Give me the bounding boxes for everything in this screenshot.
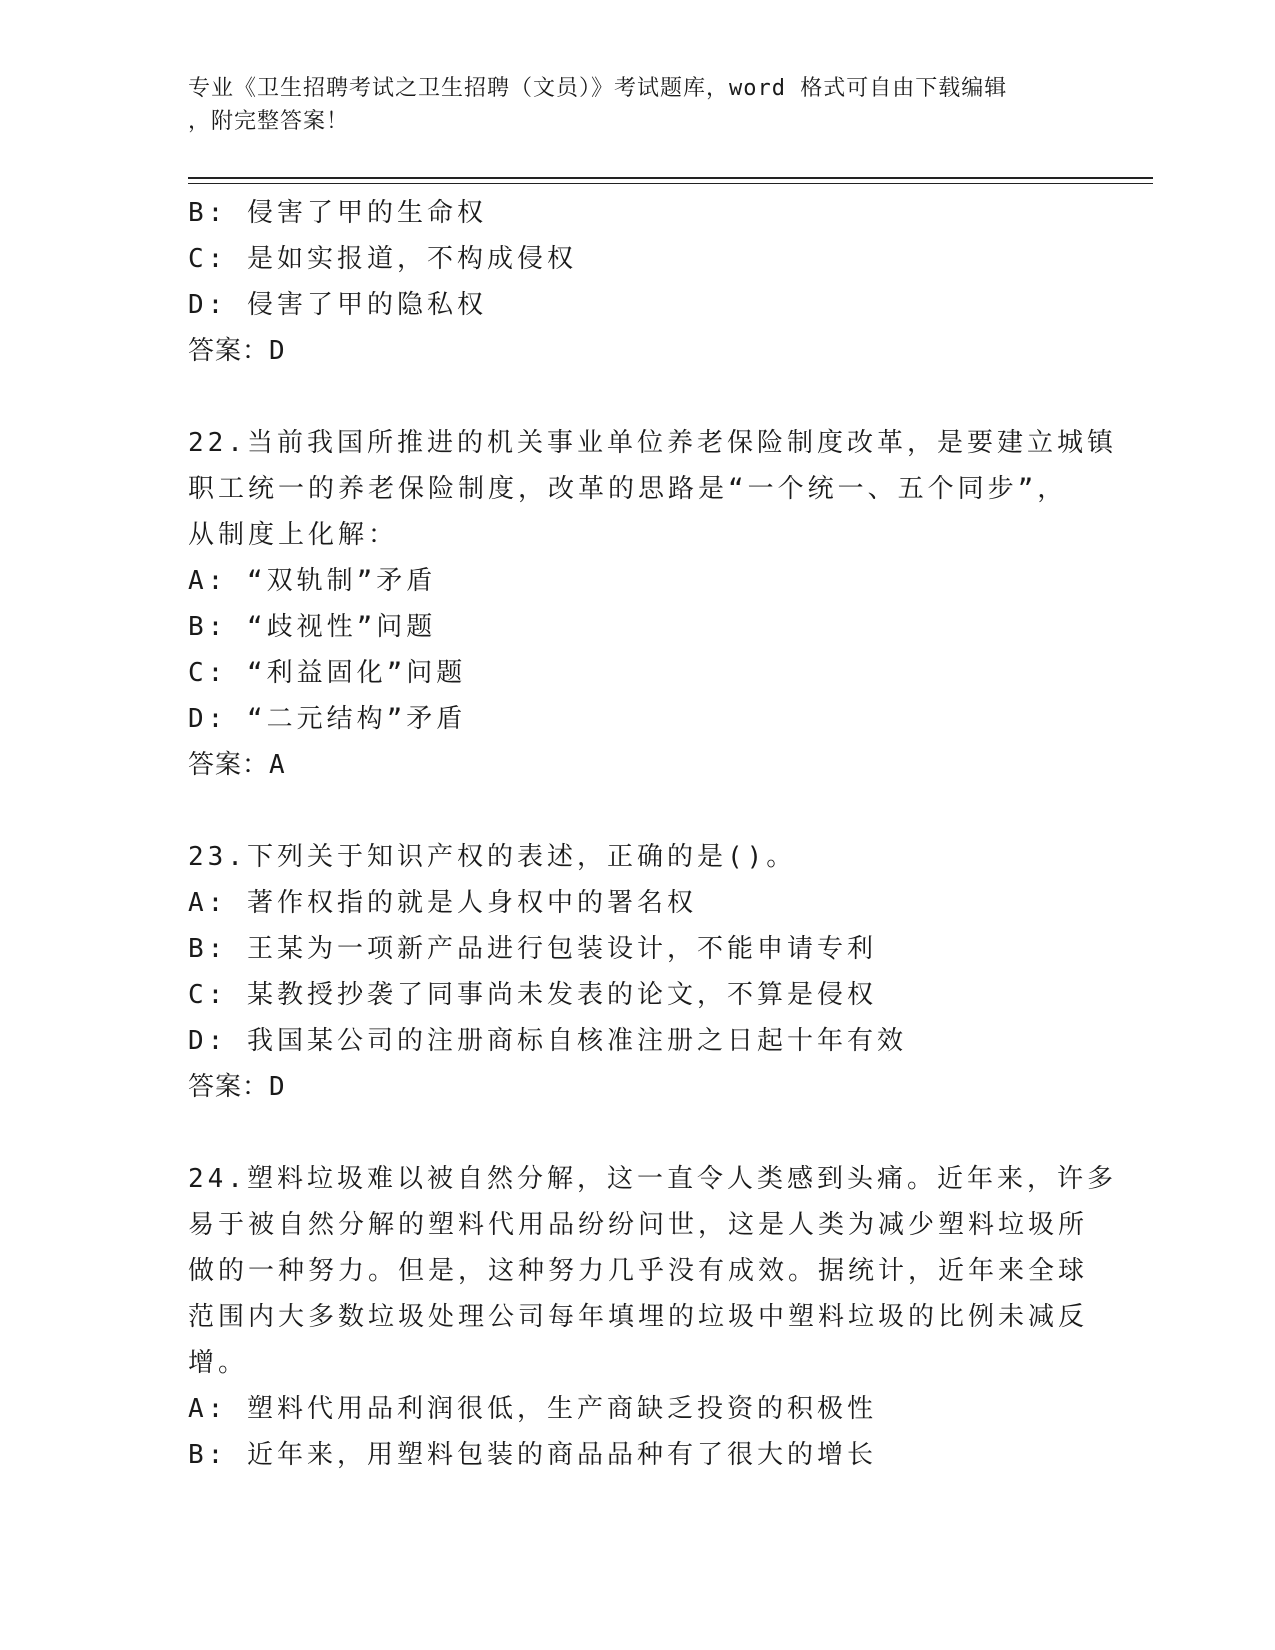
question-22 bbox=[188, 420, 1117, 788]
answer-line: 答案：A bbox=[188, 750, 286, 780]
option-a: A: 著作权指的就是人身权中的署名权 bbox=[188, 888, 697, 918]
option-a: A: “双轨制”矛盾 bbox=[188, 566, 437, 596]
option-a: A: 塑料代用品利润很低，生产商缺乏投资的积极性 bbox=[188, 1394, 877, 1424]
option-d: D: 我国某公司的注册商标自核准注册之日起十年有效 bbox=[188, 1026, 907, 1056]
option-b: B: 侵害了甲的生命权 bbox=[188, 198, 487, 228]
question-stem-line: 增。 bbox=[188, 1348, 249, 1378]
question-stem-line: 23.下列关于知识产权的表述，正确的是()。 bbox=[188, 842, 797, 872]
document-header bbox=[188, 72, 1068, 138]
question-stem-line: 职工统一的养老保险制度，改革的思路是“一个统一、五个同步”， bbox=[188, 474, 1068, 504]
question-stem-line: 易于被自然分解的塑料代用品纷纷问世，这是人类为减少塑料垃圾所 bbox=[188, 1210, 1089, 1240]
previous-question-tail bbox=[188, 190, 1088, 374]
option-c: C: 某教授抄袭了同事尚未发表的论文，不算是侵权 bbox=[188, 980, 877, 1010]
header-line-1: 专业《卫生招聘考试之卫生招聘（文员）》考试题库，word 格式可自由下载编辑 bbox=[188, 76, 1008, 101]
question-stem-line: 从制度上化解： bbox=[188, 520, 399, 550]
question-24 bbox=[188, 1156, 1117, 1478]
question-stem-line: 24.塑料垃圾难以被自然分解，这一直令人类感到头痛。近年来，许多 bbox=[188, 1164, 1117, 1194]
question-stem-line: 做的一种努力。但是，这种努力几乎没有成效。据统计，近年来全球 bbox=[188, 1256, 1089, 1286]
header-rule-thin bbox=[188, 183, 1153, 184]
question-content bbox=[188, 190, 1117, 1478]
option-d: D: 侵害了甲的隐私权 bbox=[188, 290, 487, 320]
spacer bbox=[188, 1110, 1088, 1156]
answer-line: 答案：D bbox=[188, 1072, 286, 1102]
option-d: D: “二元结构”矛盾 bbox=[188, 704, 467, 734]
option-c: C: “利益固化”问题 bbox=[188, 658, 467, 688]
option-b: B: “歧视性”问题 bbox=[188, 612, 437, 642]
option-b: B: 王某为一项新产品进行包装设计，不能申请专利 bbox=[188, 934, 877, 964]
question-stem-line: 22.当前我国所推进的机关事业单位养老保险制度改革，是要建立城镇 bbox=[188, 428, 1117, 458]
option-c: C: 是如实报道，不构成侵权 bbox=[188, 244, 577, 274]
spacer bbox=[188, 788, 1088, 834]
header-line-2: ，附完整答案！ bbox=[188, 109, 350, 134]
spacer bbox=[188, 374, 1088, 420]
option-b: B: 近年来，用塑料包装的商品品种有了很大的增长 bbox=[188, 1440, 877, 1470]
answer-line: 答案：D bbox=[188, 336, 286, 366]
question-stem-line: 范围内大多数垃圾处理公司每年填埋的垃圾中塑料垃圾的比例未减反 bbox=[188, 1302, 1089, 1332]
question-23 bbox=[188, 834, 1088, 1110]
header-rule-thick bbox=[188, 177, 1153, 179]
